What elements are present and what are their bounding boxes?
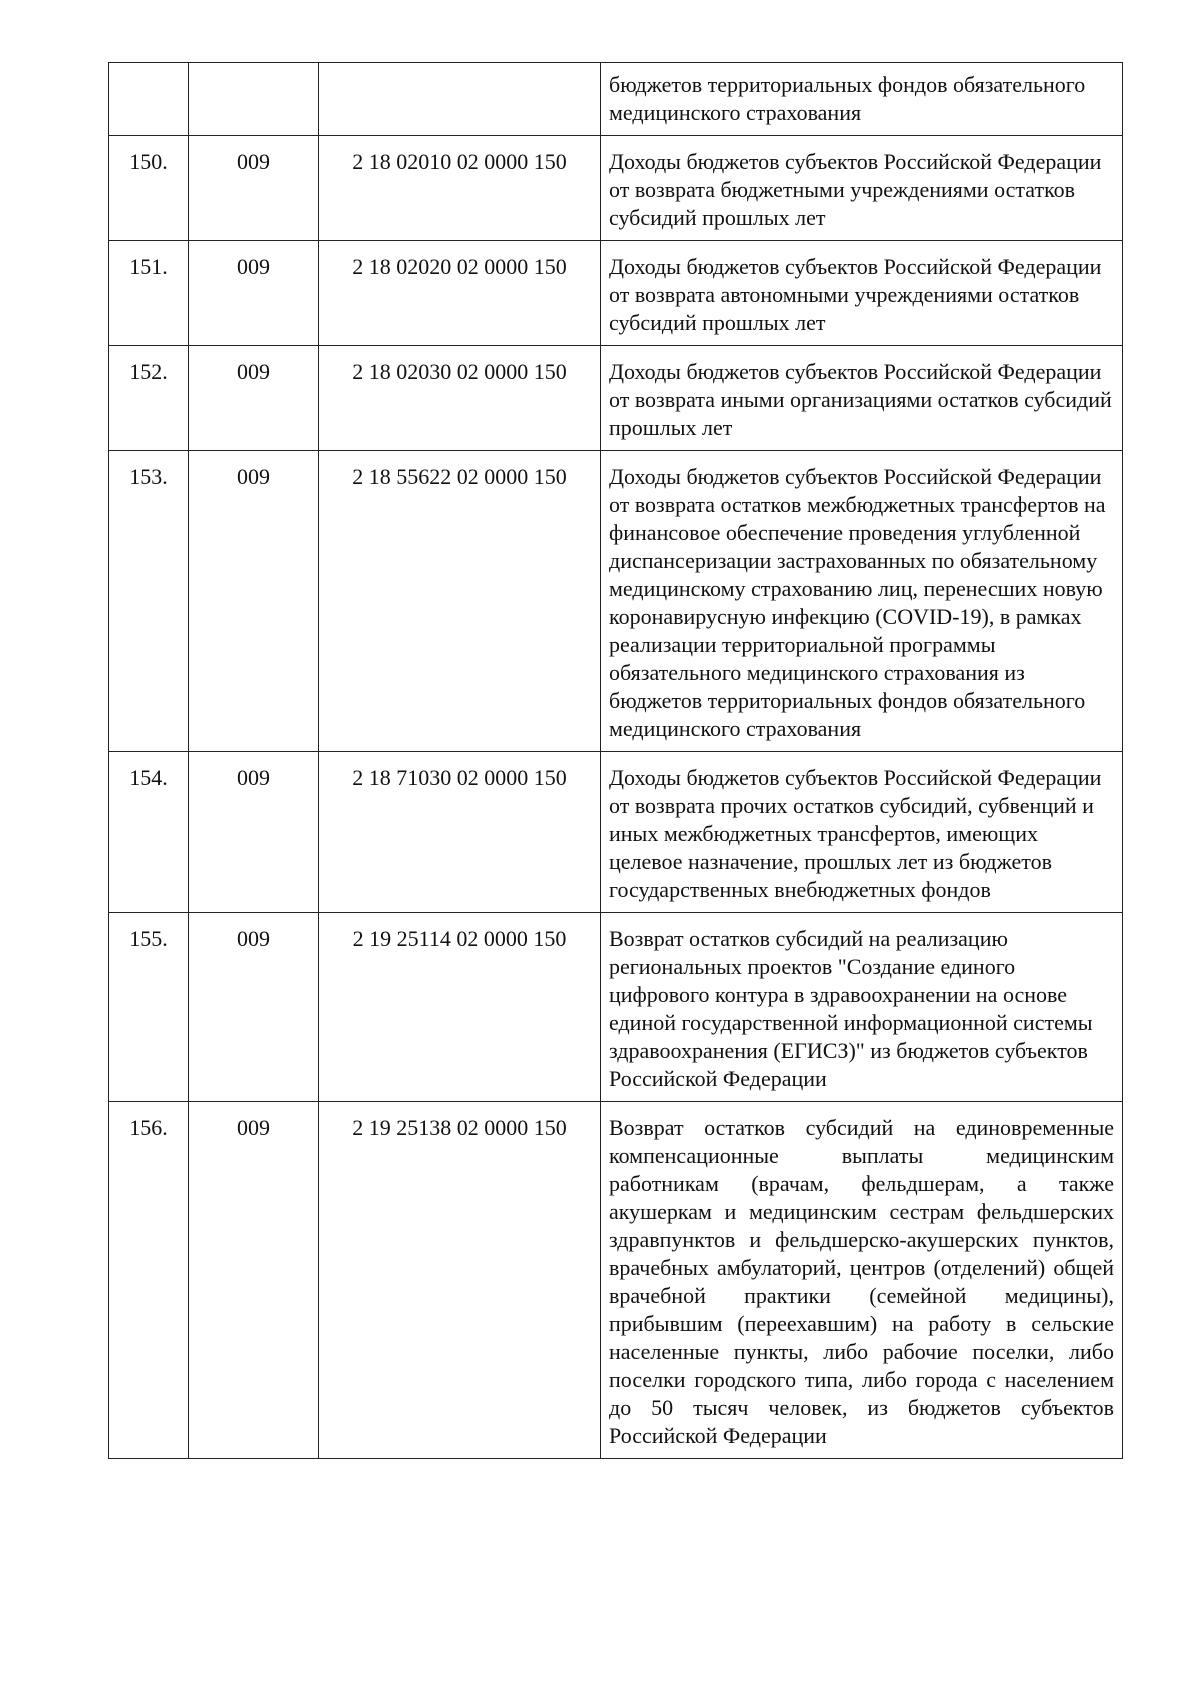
administrator-code: 009 [189,1102,319,1459]
income-name: Возврат остатков субсидий на единовременные компенсационные выплаты медицинским работникам (врачам, фельдшерам, а также акушеркам и медицинским сестрам фельдшерских здравпунктов и фельдшерско-акушерских пунктов, врачебных амбулаторий, центров (отделений) общей врачебной практики (семейной медицины), прибывшим (переехавшим) на работу в сельские населенные пункты, либо рабочие поселки, либо поселки городского типа, либо города с населением до 50 тысяч человек, из бюджетов субъектов Российской Федерации [601,1102,1123,1459]
administrator-code: 009 [189,136,319,241]
income-name: Доходы бюджетов субъектов Российской Федерации от возврата иными организациями остатков субсидий прошлых лет [601,346,1123,451]
income-name: Доходы бюджетов субъектов Российской Федерации от возврата остатков межбюджетных трансфертов на финансовое обеспечение проведения углубленной диспансеризации застрахованных по обязательному медицинскому страхованию лиц, перенесших новую коронавирусную инфекцию (COVID-19), в рамках реализации территориальной программы обязательного медицинского страхования из бюджетов территориальных фондов обязательного медицинского страхования [601,451,1123,752]
table-row [109,346,1123,451]
row-number: 156. [109,1102,189,1459]
table-row [109,752,1123,913]
table-row [109,451,1123,752]
budget-classification-code: 2 18 02010 02 0000 150 [319,136,601,241]
administrator-code: 009 [189,451,319,752]
table-row [109,241,1123,346]
budget-classification-table [108,62,1123,1459]
income-name: Доходы бюджетов субъектов Российской Федерации от возврата бюджетными учреждениями остатков субсидий прошлых лет [601,136,1123,241]
table-row [109,63,1123,136]
administrator-code: 009 [189,241,319,346]
row-number: 155. [109,913,189,1102]
income-name: Доходы бюджетов субъектов Российской Федерации от возврата прочих остатков субсидий, субвенций и иных межбюджетных трансфертов, имеющих целевое назначение, прошлых лет из бюджетов государственных внебюджетных фондов [601,752,1123,913]
administrator-code: 009 [189,346,319,451]
row-number: 150. [109,136,189,241]
row-number: 154. [109,752,189,913]
row-number: 153. [109,451,189,752]
administrator-code: 009 [189,913,319,1102]
row-number: 152. [109,346,189,451]
administrator-code [189,63,319,136]
budget-classification-code: 2 19 25114 02 0000 150 [319,913,601,1102]
budget-classification-code: 2 19 25138 02 0000 150 [319,1102,601,1459]
table-row [109,136,1123,241]
budget-classification-code: 2 18 02020 02 0000 150 [319,241,601,346]
income-name: Возврат остатков субсидий на реализацию региональных проектов "Создание единого цифрового контура в здравоохранении на основе единой государственной информационной системы здравоохранения (ЕГИСЗ)" из бюджетов субъектов Российской Федерации [601,913,1123,1102]
budget-classification-code: 2 18 71030 02 0000 150 [319,752,601,913]
table-row [109,1102,1123,1459]
row-number [109,63,189,136]
budget-classification-code: 2 18 02030 02 0000 150 [319,346,601,451]
table-row [109,913,1123,1102]
income-name: бюджетов территориальных фондов обязательного медицинского страхования [601,63,1123,136]
row-number: 151. [109,241,189,346]
administrator-code: 009 [189,752,319,913]
budget-classification-code [319,63,601,136]
income-name: Доходы бюджетов субъектов Российской Федерации от возврата автономными учреждениями остатков субсидий прошлых лет [601,241,1123,346]
budget-classification-code: 2 18 55622 02 0000 150 [319,451,601,752]
